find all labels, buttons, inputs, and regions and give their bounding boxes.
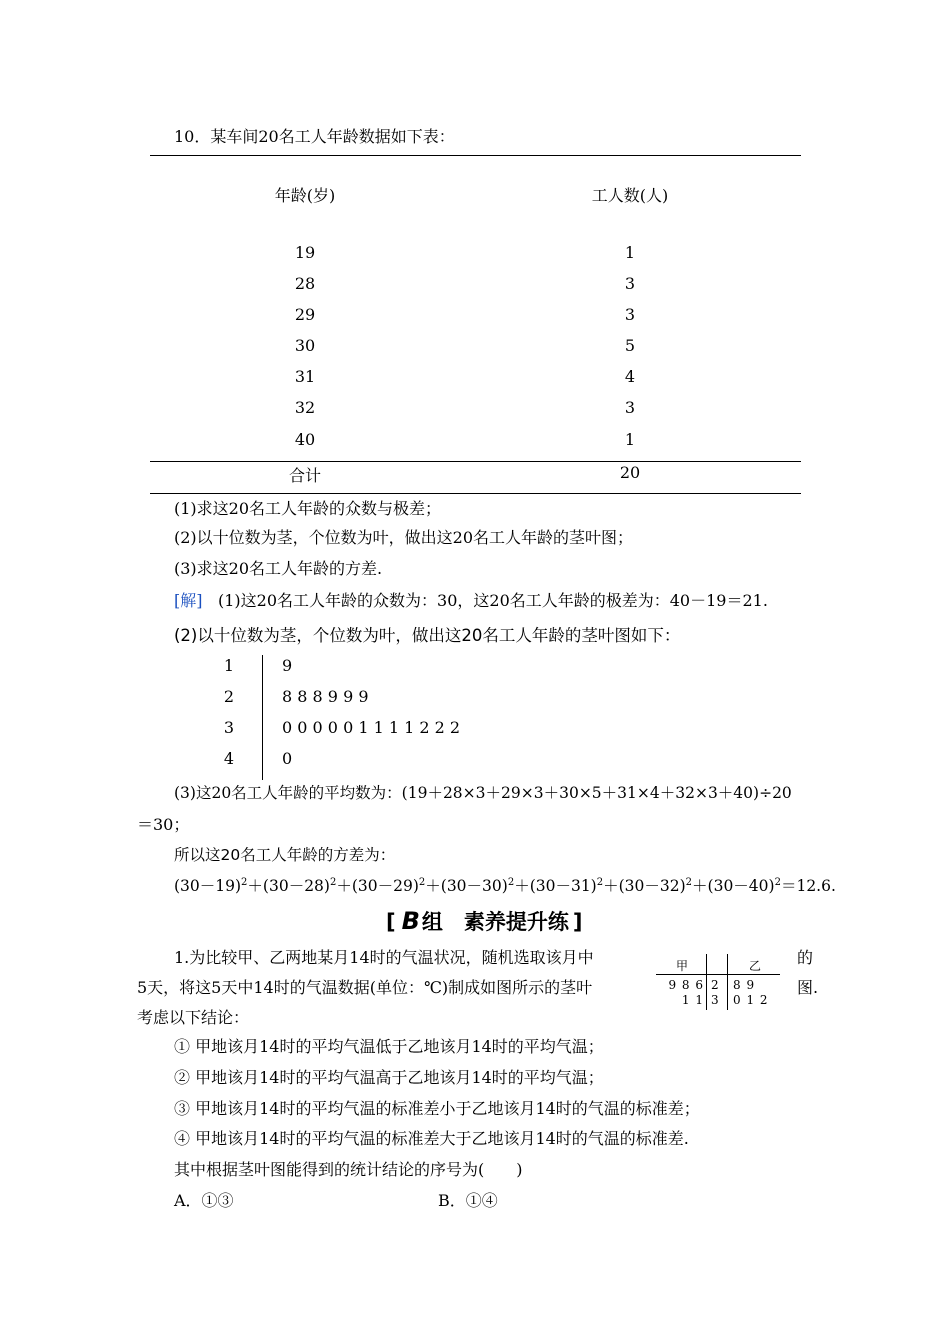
figure-right-leaves: 8 9	[733, 978, 756, 992]
question-10-intro: 10．某车间20名工人年龄数据如下表：	[174, 127, 455, 146]
section-bracket-right: ]	[572, 910, 583, 934]
table-cell: 5	[624, 336, 636, 355]
question-1-line3: 考虑以下结论：	[137, 1008, 250, 1027]
table-cell: 31	[294, 367, 316, 386]
question-1-line1-end: 的	[797, 948, 814, 967]
question-1-line1: 1.为比较甲、乙两地某月14时的气温状况，随机选取该月中	[174, 948, 594, 967]
table-cell: 32	[294, 398, 316, 417]
variance-term: (30－19)	[174, 877, 242, 895]
table-total-rule	[150, 461, 801, 462]
table-cell: 1	[624, 243, 636, 262]
stem: 4	[223, 749, 235, 768]
section-bracket-left: [	[386, 910, 396, 934]
leaves: 8 8 8 9 9 9	[282, 687, 369, 706]
conclusion-3: ③ 甲地该月14时的平均气温的标准差小于乙地该月14时的气温的标准差；	[174, 1099, 700, 1118]
table-bottom-rule	[150, 493, 801, 494]
stem: 2	[223, 687, 235, 706]
figure-right-leaves: 0 1 2	[733, 993, 769, 1007]
stem-leaf-divider	[262, 655, 263, 780]
option-b: B．①④	[438, 1191, 498, 1210]
stem: 1	[223, 656, 235, 675]
solution-part2: (2)以十位数为茎，个位数为叶，做出这20名工人年龄的茎叶图如下：	[174, 626, 681, 645]
subquestion-1: (1)求这20名工人年龄的众数与极差；	[174, 499, 442, 518]
figure-label-jia: 甲	[676, 959, 690, 973]
figure-left-leaves: 1 1	[681, 993, 704, 1007]
table-cell: 40	[294, 430, 316, 449]
table-cell: 1	[624, 430, 636, 449]
subquestion-3: (3)求这20名工人年龄的方差.	[174, 559, 383, 578]
solution-part1: (1)这20名工人年龄的众数为：30，这20名工人年龄的极差为：40－19＝21.	[218, 591, 768, 610]
figure-left-leaves: 9 8 6	[668, 978, 704, 992]
figure-header-rule	[656, 974, 780, 975]
variance-term: ＋(30－29)	[336, 877, 419, 895]
solution-part3-line2: ＝30；	[137, 815, 190, 834]
section-b-title	[386, 906, 583, 936]
figure-label-yi: 乙	[749, 959, 763, 973]
subquestion-2: (2)以十位数为茎，个位数为叶，做出这20名工人年龄的茎叶图；	[174, 528, 634, 547]
variance-exponent: 2	[329, 877, 337, 888]
variance-term: ＋(30－40)	[692, 877, 775, 895]
conclusion-2: ② 甲地该月14时的平均气温高于乙地该月14时的平均气温；	[174, 1068, 604, 1087]
option-a: A．①③	[174, 1191, 234, 1210]
solution-part3-line1: (3)这20名工人年龄的平均数为：(19＋28×3＋29×3＋30×5＋31×4＋32×3＋40)÷20	[174, 784, 792, 802]
table-cell: 19	[294, 243, 316, 262]
table-total-value: 20	[619, 463, 641, 482]
conclusion-4: ④ 甲地该月14时的平均气温的标准差大于乙地该月14时的气温的标准差.	[174, 1129, 689, 1148]
variance-term: ＋(30－31)	[514, 877, 597, 895]
figure-stem: 3	[711, 993, 720, 1007]
conclusion-1: ① 甲地该月14时的平均气温低于乙地该月14时的平均气温；	[174, 1037, 604, 1056]
variance-term: ＋(30－32)	[603, 877, 686, 895]
table-top-rule	[150, 155, 801, 156]
table-cell: 4	[624, 367, 636, 386]
leaves: 0	[282, 749, 293, 768]
section-title-text: 组 素养提升练	[421, 910, 569, 934]
table-header-age: 年龄(岁)	[274, 186, 336, 205]
variance-exponent: 2	[241, 877, 248, 888]
stem: 3	[223, 718, 235, 737]
table-cell: 3	[624, 274, 636, 293]
variance-exponent: 2	[418, 877, 426, 888]
variance-exponent: 2	[507, 877, 515, 888]
variance-exponent: 2	[685, 877, 693, 888]
figure-divider-left	[706, 954, 707, 1010]
variance-term: ＋(30－30)	[425, 877, 508, 895]
solution-part3-line3: 所以这20名工人年龄的方差为：	[174, 846, 396, 864]
table-total-label: 合计	[288, 466, 321, 485]
leaves: 0 0 0 0 0 1 1 1 1 2 2 2	[282, 718, 461, 737]
table-cell: 3	[624, 398, 636, 417]
figure-divider-right	[727, 954, 728, 1010]
table-cell: 3	[624, 305, 636, 324]
question-1-prompt: 其中根据茎叶图能得到的统计结论的序号为( )	[174, 1160, 523, 1179]
variance-exponent: 2	[774, 877, 781, 888]
question-1-line2: 5天，将这5天中14时的气温数据(单位：℃)制成如图所示的茎叶	[137, 978, 593, 997]
solution-tag: [解]	[174, 591, 203, 610]
question-1-line2-end: 图.	[797, 978, 819, 997]
variance-result: ＝12.6.	[780, 877, 836, 895]
table-cell: 28	[294, 274, 316, 293]
table-header-count: 工人数(人)	[591, 186, 669, 205]
variance-term: ＋(30－28)	[247, 877, 330, 895]
variance-formula	[174, 874, 836, 896]
table-cell: 30	[294, 336, 316, 355]
figure-stem: 2	[711, 978, 720, 992]
table-cell: 29	[294, 305, 316, 324]
section-letter: B	[401, 907, 420, 935]
leaves: 9	[282, 656, 293, 675]
variance-exponent: 2	[596, 877, 604, 888]
